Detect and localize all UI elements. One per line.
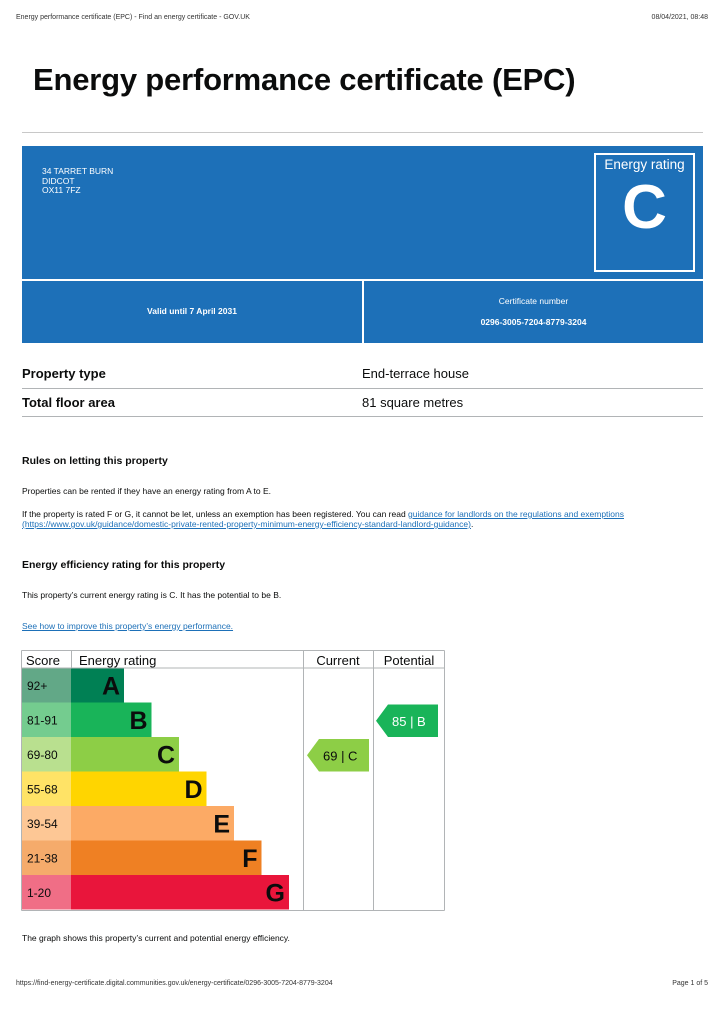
rating-letter-f: F	[242, 844, 258, 873]
score-label-f: 21-38	[27, 851, 58, 866]
score-label-d: 55-68	[27, 782, 58, 797]
score-label-g: 1-20	[27, 885, 52, 900]
landlord-guidance-link[interactable]: guidance for landlords on the regulations and exemptions	[408, 509, 624, 519]
score-label-e: 39-54	[27, 816, 58, 831]
current-rating-label: 69 | C	[323, 748, 358, 764]
rating-letter-b: B	[129, 706, 148, 735]
page-title: Energy performance certificate (EPC)	[33, 62, 576, 97]
score-label-c: 69-80	[27, 747, 58, 762]
summary-key: Property type	[22, 366, 106, 381]
summary-key: Total floor area	[22, 394, 115, 410]
address-line: DIDCOT	[42, 175, 75, 186]
efficiency-heading: Energy efficiency rating for this property	[22, 559, 226, 571]
energy-rating-graph	[21, 650, 445, 911]
print-header	[16, 14, 708, 24]
epc-box-divider-vertical	[362, 279, 364, 343]
epc-summary-box	[22, 146, 703, 343]
energy-rating-label: Energy rating	[604, 157, 685, 172]
rating-letter-d: D	[184, 775, 203, 804]
rules-paragraph-end: .	[470, 519, 474, 529]
certificate-number-label: Certificate number	[498, 296, 569, 306]
rating-bar-e	[71, 806, 234, 841]
valid-until: Valid until 7 April 2031	[147, 306, 237, 316]
print-url: https://find-energy-certificate.digital.communities.gov.uk/energy-certificate/0296-3005-7204-8779-3204	[16, 980, 333, 987]
print-datetime: 08/04/2021, 08:48	[651, 14, 708, 21]
summary-value: End-terrace house	[362, 366, 469, 381]
print-page-title: Energy performance certificate (EPC) - Find an energy certificate - GOV.UK	[16, 14, 250, 21]
rules-heading: Rules on letting this property	[22, 455, 168, 467]
potential-rating-label: 85 | B	[392, 713, 426, 729]
header-potential: Potential	[383, 653, 435, 668]
score-label-b: 81-91	[27, 713, 58, 728]
rules-paragraph-1: Properties can be rented if they have an energy rating from A to E.	[22, 486, 272, 496]
score-label-a: 92+	[27, 678, 48, 693]
title-divider	[22, 132, 703, 133]
header-score: Score	[26, 653, 60, 668]
header-current: Current	[316, 653, 360, 668]
rating-bar-f	[71, 841, 262, 876]
rating-letter-c: C	[156, 741, 175, 770]
rating-letter-a: A	[101, 672, 120, 701]
certificate-number: 0296-3005-7204-8779-3204	[480, 317, 587, 327]
efficiency-paragraph: This property’s current energy rating is C. It has the potential to be B.	[22, 590, 282, 600]
header-energy-rating: Energy rating	[79, 653, 157, 668]
rating-letter-e: E	[213, 810, 230, 839]
rating-bar-g	[71, 875, 289, 910]
property-address	[42, 167, 113, 196]
improve-performance-link[interactable]: See how to improve this property’s energy performance.	[22, 621, 234, 631]
rules-paragraph-text: If the property is rated F or G, it cannot be let, unless an exemption has been registered. You can read	[22, 509, 409, 519]
summary-row-property-type	[22, 360, 703, 389]
address-line: 34 TARRET BURN	[42, 166, 114, 176]
landlord-guidance-url[interactable]: (https://www.gov.uk/guidance/domestic-private-rented-property-minimum-energy-efficiency-standard-landlord-guidance)	[22, 519, 471, 529]
energy-rating-box	[594, 153, 695, 272]
page-number: Page 1 of 5	[672, 980, 708, 987]
summary-value: 81 square metres	[362, 394, 464, 410]
property-summary	[22, 360, 703, 417]
rating-letter-g: G	[265, 879, 285, 908]
summary-row-floor-area	[22, 389, 703, 418]
graph-note: The graph shows this property’s current and potential energy efficiency.	[22, 933, 290, 943]
energy-rating-letter: C	[622, 173, 667, 242]
rules-paragraph-2	[22, 509, 703, 529]
address-line: OX11 7FZ	[42, 185, 81, 195]
